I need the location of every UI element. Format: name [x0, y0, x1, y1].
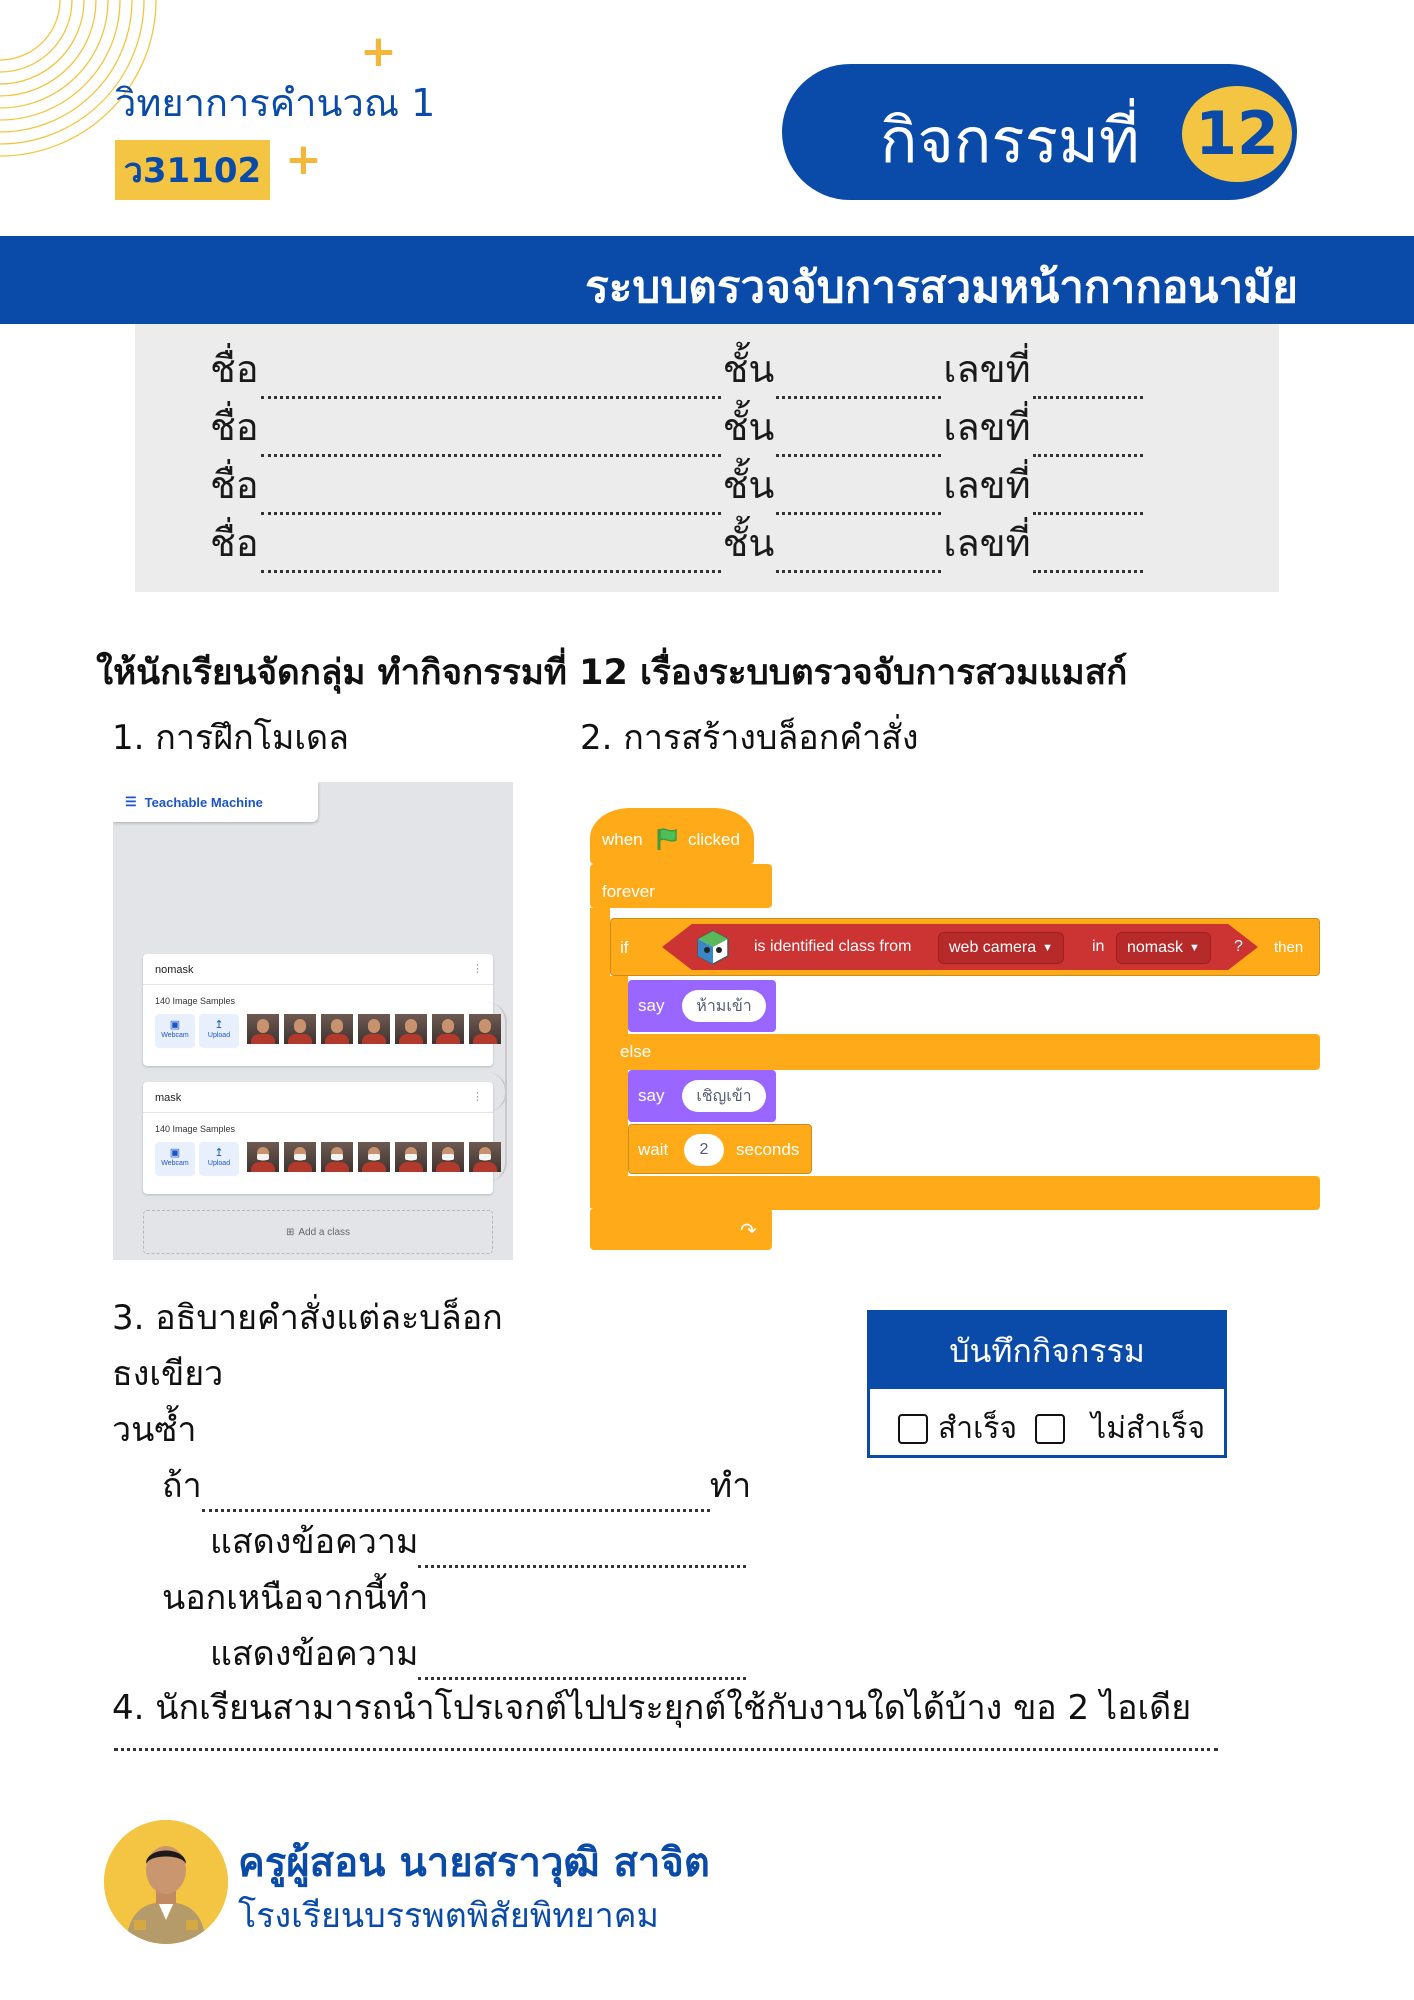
sample-thumbnail[interactable]: [432, 1142, 464, 1172]
sample-thumbnail[interactable]: [432, 1014, 464, 1044]
do-text: ทำ: [709, 1466, 752, 1506]
class-label: ชั้น: [722, 347, 775, 391]
otherwise-text: นอกเหนือจากนี้ทำ: [162, 1578, 429, 1618]
avatar: [104, 1820, 228, 1944]
clicked-label: clicked: [688, 830, 740, 849]
sample-count: 140 Image Samples: [155, 996, 236, 1006]
say-label: say: [638, 996, 665, 1015]
else-bar: [610, 1034, 1320, 1070]
seconds-label: seconds: [736, 1140, 800, 1159]
webcam-icon: ▣: [169, 1019, 181, 1031]
source-dropdown[interactable]: [938, 932, 1064, 964]
sample-thumbnails: [247, 1142, 501, 1172]
scratch-script: [590, 790, 1320, 1250]
course-code-badge: ว31102: [115, 140, 270, 200]
green-flag-icon: [654, 826, 680, 852]
teachable-machine-header[interactable]: [113, 782, 318, 822]
section1-title: 1. การฝึกโมเดล: [112, 718, 349, 758]
sample-thumbnail[interactable]: [395, 1014, 427, 1044]
number-blank[interactable]: [1033, 485, 1143, 515]
plus-icon: +: [360, 26, 397, 77]
is-identified-label: is identified class from: [754, 938, 912, 955]
class-name[interactable]: nomask: [155, 964, 194, 976]
say-label: say: [638, 1086, 665, 1105]
if-row: [162, 1458, 751, 1512]
if-label: if: [620, 938, 629, 957]
ml-extension-icon: [694, 928, 732, 966]
webcam-label: Webcam: [161, 1160, 189, 1167]
upload-button[interactable]: [199, 1142, 239, 1176]
section4-title: 4. นักเรียนสามารถนำโปรเจกต์ไปประยุกต์ใช้กับงานใดได้บ้าง ขอ 2 ไอเดีย: [112, 1688, 1192, 1728]
wait-seconds-input[interactable]: 2: [684, 1134, 724, 1166]
then-label: then: [1274, 939, 1304, 956]
add-class-button[interactable]: [143, 1210, 493, 1254]
connector-line: [487, 1072, 507, 1182]
number-blank[interactable]: [1033, 543, 1143, 573]
loop-text: วนซ้ำ: [112, 1410, 197, 1450]
name-label: ชื่อ: [210, 347, 259, 391]
upload-icon: ↥: [214, 1147, 224, 1159]
class-dropdown[interactable]: [1116, 932, 1211, 964]
loop-arrow-icon: ↷: [740, 1220, 757, 1242]
plus-icon: +: [285, 134, 322, 185]
instruction-text: ให้นักเรียนจัดกลุ่ม ทำกิจกรรมที่ 12 เรื่องระบบตรวจจับการสวมแมสก์: [96, 653, 1128, 693]
when-label: when: [602, 830, 643, 849]
menu-icon[interactable]: ☰: [125, 794, 137, 809]
question-label: ?: [1234, 938, 1243, 955]
name-blank[interactable]: [261, 369, 721, 399]
success-label: สำเร็จ: [938, 1411, 1018, 1446]
number-blank[interactable]: [1033, 369, 1143, 399]
teacher-portrait: [104, 1820, 228, 1944]
sample-thumbnail[interactable]: [321, 1142, 353, 1172]
in-label: in: [1092, 938, 1105, 955]
class-blank[interactable]: [776, 369, 941, 399]
class-blank[interactable]: [776, 485, 941, 515]
chevron-down-icon: ▼: [1042, 942, 1054, 954]
divider: [143, 984, 493, 985]
show-message-row: [210, 1626, 746, 1680]
add-class-label: Add a class: [298, 1226, 351, 1238]
teacher-name: ครูผู้สอน นายสราวุฒิ สาจิต: [238, 1840, 710, 1886]
fail-checkbox[interactable]: [1035, 1414, 1065, 1444]
number-blank[interactable]: [1033, 427, 1143, 457]
number-label: เลขที่: [943, 405, 1031, 449]
if-blank[interactable]: [202, 1484, 710, 1512]
banner-title: ระบบตรวจจับการสวมหน้ากากอนามัย: [585, 262, 1298, 313]
sample-thumbnail[interactable]: [247, 1142, 279, 1172]
upload-button[interactable]: [199, 1014, 239, 1048]
class-label: ชั้น: [722, 521, 775, 565]
green-flag-text: ธงเขียว: [112, 1354, 224, 1394]
app-title: Teachable Machine: [144, 794, 263, 810]
say-message-input[interactable]: เชิญเข้า: [682, 1080, 766, 1112]
name-label: ชื่อ: [210, 521, 259, 565]
say-message-input[interactable]: ห้ามเข้า: [682, 990, 766, 1022]
sample-count: 140 Image Samples: [155, 1124, 236, 1134]
school-name: โรงเรียนบรรพตพิสัยพิทยาคม: [238, 1896, 659, 1936]
name-blank[interactable]: [261, 543, 721, 573]
answer-blank[interactable]: [114, 1748, 1218, 1751]
number-label: เลขที่: [943, 347, 1031, 391]
wait-label: wait: [638, 1140, 669, 1159]
if-text: ถ้า: [162, 1466, 202, 1506]
subject-title: วิทยาการคำนวณ 1: [115, 81, 436, 125]
student-row: [210, 454, 1145, 515]
class-value: nomask: [1127, 939, 1184, 956]
sample-thumbnail[interactable]: [321, 1014, 353, 1044]
webcam-icon: ▣: [169, 1147, 181, 1159]
forever-label: forever: [602, 882, 655, 901]
name-blank[interactable]: [261, 427, 721, 457]
class-blank[interactable]: [776, 543, 941, 573]
divider: [143, 1112, 493, 1113]
class-card-nomask: [143, 954, 493, 1066]
class-name[interactable]: mask: [155, 1092, 182, 1104]
sample-thumbnails: [247, 1014, 501, 1044]
record-options: [898, 1405, 1205, 1452]
webcam-button[interactable]: [155, 1142, 195, 1176]
class-blank[interactable]: [776, 427, 941, 457]
add-icon: ⊞: [285, 1226, 295, 1238]
upload-label: Upload: [207, 1032, 231, 1039]
show-message-text: แสดงข้อความ: [210, 1634, 419, 1674]
student-row: [210, 512, 1145, 573]
number-label: เลขที่: [943, 463, 1031, 507]
student-row: [210, 338, 1145, 399]
activity-number-badge: 12: [1182, 86, 1292, 182]
name-label: ชื่อ: [210, 463, 259, 507]
number-label: เลขที่: [943, 521, 1031, 565]
name-label: ชื่อ: [210, 405, 259, 449]
class-label: ชั้น: [722, 405, 775, 449]
success-checkbox[interactable]: [898, 1414, 928, 1444]
webcam-button[interactable]: [155, 1014, 195, 1048]
class-card-mask: [143, 1082, 493, 1194]
source-value: web camera: [949, 939, 1037, 956]
record-title: บันทึกกิจกรรม: [870, 1313, 1224, 1389]
if-else-bottom: [610, 1176, 1320, 1210]
sample-thumbnail[interactable]: [358, 1142, 390, 1172]
webcam-label: Webcam: [161, 1032, 189, 1039]
more-icon[interactable]: ⋮: [472, 1091, 483, 1103]
class-label: ชั้น: [722, 463, 775, 507]
forever-arm: [590, 908, 610, 1208]
sample-thumbnail[interactable]: [358, 1014, 390, 1044]
sample-thumbnail[interactable]: [395, 1142, 427, 1172]
message-blank[interactable]: [418, 1652, 746, 1680]
show-message-text: แสดงข้อความ: [210, 1522, 419, 1562]
more-icon[interactable]: ⋮: [472, 963, 483, 975]
fail-label: ไม่สำเร็จ: [1091, 1411, 1206, 1446]
activity-label: กิจกรรมที่: [880, 104, 1140, 177]
else-label: else: [620, 1042, 652, 1061]
name-blank[interactable]: [261, 485, 721, 515]
message-blank[interactable]: [418, 1540, 746, 1568]
sample-thumbnail[interactable]: [284, 1014, 316, 1044]
student-row: [210, 396, 1145, 457]
chevron-down-icon: ▼: [1189, 942, 1200, 954]
teachable-machine-panel: [113, 782, 513, 1260]
upload-icon: ↥: [214, 1019, 224, 1031]
section2-title: 2. การสร้างบล็อกคำสั่ง: [580, 718, 919, 758]
upload-label: Upload: [207, 1160, 231, 1167]
sample-thumbnail[interactable]: [247, 1014, 279, 1044]
section3-title: 3. อธิบายคำสั่งแต่ละบล็อก: [112, 1298, 503, 1338]
sample-thumbnail[interactable]: [284, 1142, 316, 1172]
show-message-row: [210, 1514, 746, 1568]
activity-record-box: [867, 1310, 1227, 1458]
